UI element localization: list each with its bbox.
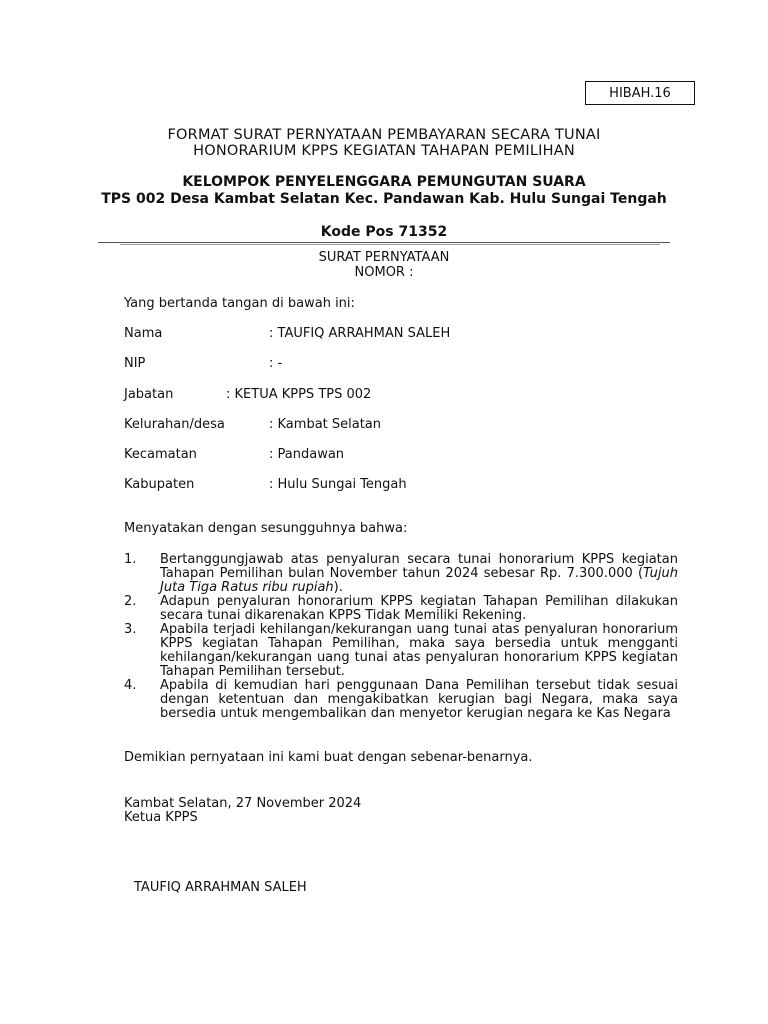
field-label-kecamatan: Kecamatan (124, 447, 197, 462)
field-value-nip: : - (269, 356, 283, 371)
field-value-nama: : TAUFIQ ARRAHMAN SALEH (269, 326, 451, 341)
organization-postal-code: Kode Pos 71352 (320, 224, 448, 240)
closing-statement: Demikian pernyataan ini kami buat dengan sebenar-benarnya. (124, 750, 533, 765)
statement-item-text: Bertanggungjawab atas penyaluran secara tunai honorarium KPPS kegiatan Tahapan Pemilihan bulan November tahun 2024 sebesar Rp. 7.300.000 (Tujuh Juta Tiga Ratus ribu rupiah). (160, 552, 678, 595)
field-value-jabatan: : KETUA KPPS TPS 002 (226, 387, 372, 402)
field-label-jabatan: Jabatan (124, 387, 174, 402)
field-label-nama: Nama (124, 326, 163, 341)
statement-intro: Menyatakan dengan sesungguhnya bahwa: (124, 521, 408, 536)
field-label-kelurahan: Kelurahan/desa (124, 417, 225, 432)
statement-number: NOMOR : (354, 265, 414, 280)
statement-item-number: 3. (124, 622, 137, 637)
document-code-box: HIBAH.16 (585, 81, 695, 105)
statement-item-number: 2. (124, 594, 137, 609)
organization-name: KELOMPOK PENYELENGGARA PEMUNGUTAN SUARA (182, 174, 586, 190)
place-and-date: Kambat Selatan, 27 November 2024 (124, 796, 362, 811)
statement-item-text: Apabila di kemudian hari penggunaan Dana Pemilihan tersebut tidak sesuai dengan ketentuan dan mengakibatkan kerugian bagi Negara, maka saya bersedia untuk mengembalikan dan menyetor kerugian negara ke Kas Negara (160, 678, 678, 721)
organization-address: TPS 002 Desa Kambat Selatan Kec. Pandawan Kab. Hulu Sungai Tengah (101, 191, 667, 207)
field-value-kelurahan: : Kambat Selatan (269, 417, 382, 432)
statement-item (124, 595, 678, 623)
statement-list (124, 553, 678, 721)
field-value-kabupaten: : Hulu Sungai Tengah (269, 477, 407, 492)
field-label-kabupaten: Kabupaten (124, 477, 195, 492)
intro-text: Yang bertanda tangan di bawah ini: (124, 296, 355, 311)
statement-heading: SURAT PERNYATAAN (318, 250, 450, 265)
statement-item (124, 623, 678, 679)
signer-position: Ketua KPPS (124, 810, 198, 825)
header-divider (98, 242, 670, 243)
header-divider-secondary (120, 244, 660, 245)
field-label-nip: NIP (124, 356, 146, 371)
statement-item-number: 1. (124, 552, 137, 567)
statement-item-text: Adapun penyaluran honorarium KPPS kegiatan Tahapan Pemilihan dilakukan secara tunai dikarenakan KPPS Tidak Memiliki Rekening. (160, 594, 678, 623)
statement-item (124, 679, 678, 721)
statement-item (124, 553, 678, 595)
amount-in-words: Tujuh Juta Tiga Ratus ribu rupiah (160, 566, 678, 595)
document-title-line-1: FORMAT SURAT PERNYATAAN PEMBAYARAN SECARA TUNAI (167, 127, 601, 143)
statement-item-text: Apabila terjadi kehilangan/kekurangan uang tunai atas penyaluran honorarium KPPS kegiatan Tahapan Pemilihan, maka saya bersedia untuk mengganti kehilangan/kekurangan uang tunai atas penyaluran honorarium KPPS kegiatan Tahapan Pemilihan tersebut. (160, 622, 678, 679)
statement-item-number: 4. (124, 678, 137, 693)
signer-name: TAUFIQ ARRAHMAN SALEH (134, 880, 307, 895)
document-title-line-2: HONORARIUM KPPS KEGIATAN TAHAPAN PEMILIHAN (193, 143, 575, 159)
field-value-kecamatan: : Pandawan (269, 447, 345, 462)
